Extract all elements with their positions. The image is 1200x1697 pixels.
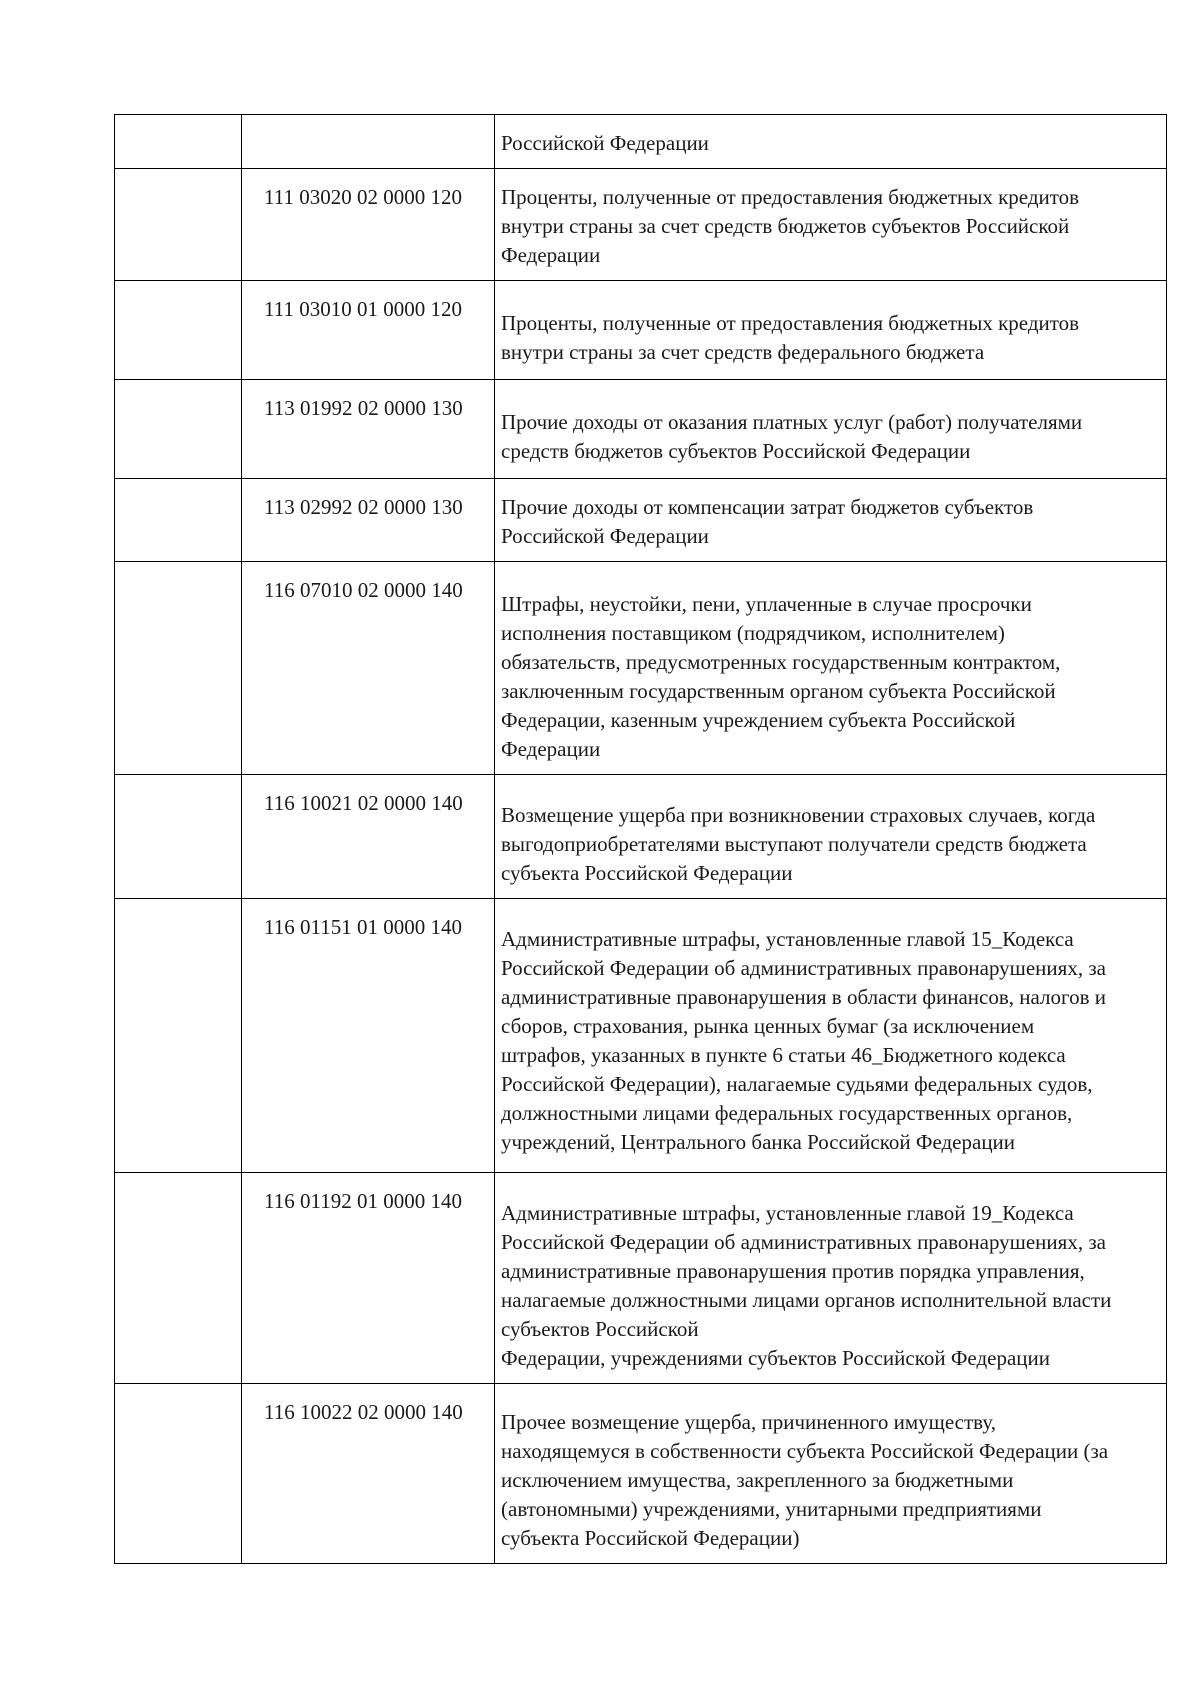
- admin-code-cell: [115, 115, 242, 169]
- budget-revenue-table: [114, 114, 1167, 1564]
- description-line: внутри страны за счет средств федерального бюджета: [501, 340, 985, 364]
- table-row: [115, 899, 1167, 1173]
- description-line: Российской Федерации об административных правонарушениях, за: [501, 1230, 1106, 1254]
- admin-code-cell: [115, 380, 242, 479]
- description-line: сборов, страхования, рынка ценных бумаг (за исключением: [501, 1014, 1035, 1038]
- description-line: субъекта Российской Федерации: [501, 861, 793, 885]
- description-line: Федерации: [501, 737, 601, 761]
- admin-code-cell: [115, 1173, 242, 1384]
- revenue-code-cell: 113 01992 02 0000 130: [242, 380, 495, 479]
- description-line: Федерации, учреждениями субъектов Российской Федерации: [501, 1346, 1051, 1370]
- revenue-code-cell: 116 07010 02 0000 140: [242, 562, 495, 775]
- revenue-code-cell: 116 01192 01 0000 140: [242, 1173, 495, 1384]
- description-line: должностными лицами федеральных государственных органов,: [501, 1101, 1073, 1125]
- description-line: Проценты, полученные от предоставления бюджетных кредитов: [501, 311, 1080, 335]
- description-line: административные правонарушения против порядка управления,: [501, 1259, 1085, 1283]
- description-line: административные правонарушения в области финансов, налогов и: [501, 985, 1106, 1009]
- description-line: Штрафы, неустойки, пени, уплаченные в случае просрочки: [501, 592, 1032, 616]
- revenue-code-cell: [242, 115, 495, 169]
- description-cell: [495, 479, 1167, 562]
- description-line: Административные штрафы, установленные главой 15_Кодекса: [501, 927, 1074, 951]
- description-line: Российской Федерации об административных правонарушениях, за: [501, 956, 1106, 980]
- description-cell: [495, 1384, 1167, 1564]
- description-line: заключенным государственным органом субъекта Российской: [501, 679, 1056, 703]
- table-row: [115, 1173, 1167, 1384]
- description-line: субъекта Российской Федерации): [501, 1526, 800, 1550]
- description-cell: [495, 1173, 1167, 1384]
- description-line: исключением имущества, закрепленного за бюджетными: [501, 1468, 1014, 1492]
- description-cell: [495, 380, 1167, 479]
- description-line: выгодоприобретателями выступают получатели средств бюджета: [501, 832, 1087, 856]
- admin-code-cell: [115, 281, 242, 380]
- description-line: Российской Федерации: [501, 131, 709, 155]
- description-line: средств бюджетов субъектов Российской Федерации: [501, 439, 971, 463]
- table-row: [115, 169, 1167, 281]
- description-line: Прочие доходы от оказания платных услуг (работ) получателями: [501, 410, 1083, 434]
- description-line: налагаемые должностными лицами органов исполнительной власти: [501, 1288, 1112, 1312]
- admin-code-cell: [115, 899, 242, 1173]
- revenue-code-cell: 116 10021 02 0000 140: [242, 775, 495, 899]
- description-line: Российской Федерации), налагаемые судьями федеральных судов,: [501, 1072, 1093, 1096]
- description-cell: [495, 169, 1167, 281]
- table-row: [115, 1384, 1167, 1564]
- description-line: учреждений, Центрального банка Российской Федерации: [501, 1130, 1016, 1154]
- revenue-code-cell: 116 01151 01 0000 140: [242, 899, 495, 1173]
- description-cell: [495, 281, 1167, 380]
- description-line: находящемуся в собственности субъекта Российской Федерации (за: [501, 1439, 1109, 1463]
- table-row: [115, 281, 1167, 380]
- description-line: (автономными) учреждениями, унитарными предприятиями: [501, 1497, 1042, 1521]
- description-line: штрафов, указанных в пункте 6 статьи 46_Бюджетного кодекса: [501, 1043, 1066, 1067]
- admin-code-cell: [115, 479, 242, 562]
- revenue-code-cell: 111 03010 01 0000 120: [242, 281, 495, 380]
- admin-code-cell: [115, 562, 242, 775]
- description-line: Административные штрафы, установленные главой 19_Кодекса: [501, 1201, 1074, 1225]
- table-row: [115, 562, 1167, 775]
- revenue-code-cell: 113 02992 02 0000 130: [242, 479, 495, 562]
- table-row: [115, 115, 1167, 169]
- description-cell: [495, 775, 1167, 899]
- admin-code-cell: [115, 1384, 242, 1564]
- admin-code-cell: [115, 169, 242, 281]
- description-line: Российской Федерации: [501, 524, 709, 548]
- description-line: внутри страны за счет средств бюджетов субъектов Российской: [501, 214, 1070, 238]
- description-line: Прочее возмещение ущерба, причиненного имуществу,: [501, 1410, 997, 1434]
- description-line: исполнения поставщиком (подрядчиком, исполнителем): [501, 621, 1005, 645]
- admin-code-cell: [115, 775, 242, 899]
- description-line: субъектов Российской: [501, 1317, 699, 1341]
- description-cell: [495, 562, 1167, 775]
- table-body: [115, 115, 1167, 1564]
- description-line: обязательств, предусмотренных государственным контрактом,: [501, 650, 1061, 674]
- revenue-code-cell: 116 10022 02 0000 140: [242, 1384, 495, 1564]
- description-line: Проценты, полученные от предоставления бюджетных кредитов: [501, 185, 1080, 209]
- table-row: [115, 479, 1167, 562]
- description-cell: [495, 115, 1167, 169]
- table-row: [115, 380, 1167, 479]
- description-cell: [495, 899, 1167, 1173]
- revenue-code-cell: 111 03020 02 0000 120: [242, 169, 495, 281]
- table-row: [115, 775, 1167, 899]
- description-line: Федерации: [501, 243, 601, 267]
- description-line: Возмещение ущерба при возникновении страховых случаев, когда: [501, 803, 1096, 827]
- description-line: Прочие доходы от компенсации затрат бюджетов субъектов: [501, 495, 1034, 519]
- description-line: Федерации, казенным учреждением субъекта Российской: [501, 708, 1016, 732]
